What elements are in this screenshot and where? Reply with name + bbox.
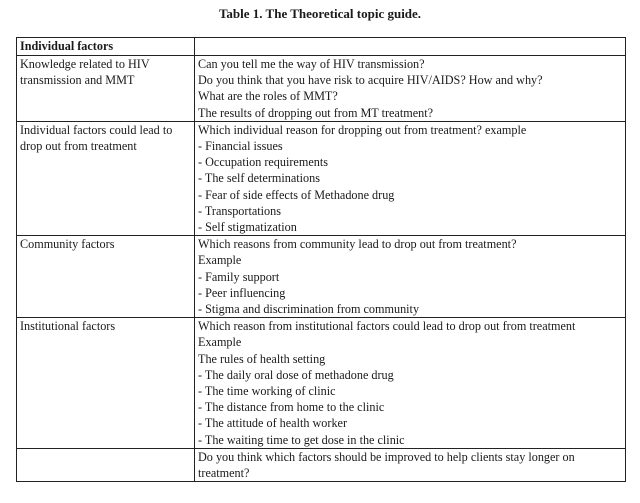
question-line: Example [198,253,242,268]
table-row [17,56,626,122]
question-line: Which reason from institutional factors could lead to drop out from treatment [198,319,576,334]
bullet-item: - The distance from home to the clinic [198,399,622,415]
bullet-item: - The time working of clinic [198,383,622,399]
bullet-item: - Self stigmatization [198,219,622,235]
table-caption: Table 1. The Theoretical topic guide. [218,6,422,21]
question-line: Example [198,335,242,350]
bullet-item: - The waiting time to get dose in the clinic [198,432,622,448]
table-header-row [17,38,626,56]
header-cell-questions [195,38,626,56]
factor-cell: Knowledge related to HIV transmission and MMT [17,56,195,122]
questions-cell [195,318,626,449]
question-line: Do you think that you have risk to acquire HIV/AIDS? How and why? [198,73,543,88]
question-line: Which reasons from community lead to drop out from treatment? [198,237,517,252]
factor-cell [17,448,195,481]
bullet-item: - Family support [198,269,622,285]
factor-cell: Individual factors could lead to drop out from treatment [17,121,195,235]
table-row [17,448,626,481]
question-line: Do you think which factors should be improved to help clients stay longer on treatment? [198,449,575,481]
bullet-item: - Stigma and discrimination from community [198,301,622,317]
topic-guide-table [16,37,626,482]
bullet-item: - The attitude of health worker [198,415,622,431]
question-line: Can you tell me the way of HIV transmission? [198,57,425,71]
questions-cell [195,56,626,122]
question-line: Which individual reason for dropping out from treatment? example [198,122,527,137]
question-line: The rules of health setting [198,351,326,366]
factor-cell: Community factors [17,236,195,318]
bullet-item: - Transportations [198,203,622,219]
question-line: The results of dropping out from MT treatment? [198,105,434,120]
table-row [17,318,626,449]
bullet-item: - The daily oral dose of methadone drug [198,367,622,383]
questions-cell [195,121,626,235]
bullet-item: - Occupation requirements [198,154,622,170]
bullet-item: - Fear of side effects of Methadone drug [198,187,622,203]
table-row [17,121,626,235]
questions-cell [195,236,626,318]
bullet-item: - Peer influencing [198,285,622,301]
bullet-item: - The self determinations [198,170,622,186]
header-cell-individual-factors: Individual factors [17,38,195,56]
bullet-item: - Financial issues [198,138,622,154]
factor-cell: Institutional factors [17,318,195,449]
table-row [17,236,626,318]
question-line: What are the roles of MMT? [198,89,338,104]
questions-cell [195,448,626,481]
